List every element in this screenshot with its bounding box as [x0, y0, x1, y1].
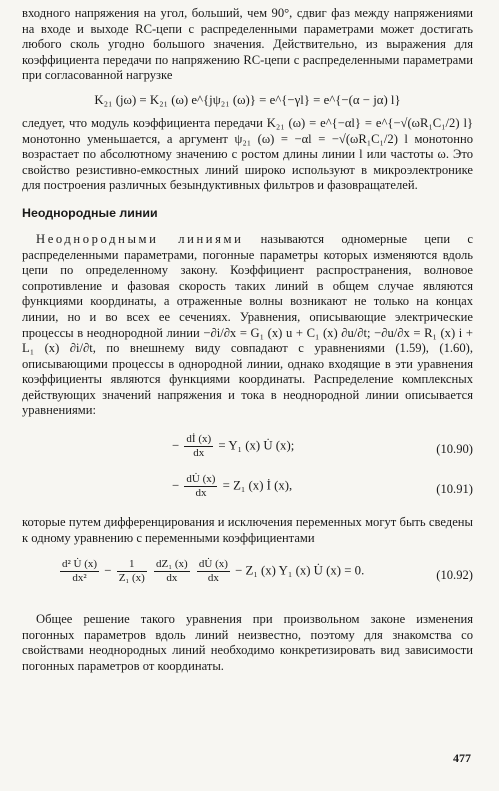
page-number: 477	[453, 751, 471, 765]
equation-10-90	[22, 431, 473, 465]
equation-number-10-90: (10.90)	[436, 442, 473, 457]
eq-10-90-lead: −	[172, 438, 180, 453]
eq-10-92-f2-den: Z₁ (x)	[118, 572, 145, 585]
defined-term: Неоднородными линиями	[36, 231, 244, 246]
equation-10-91	[22, 471, 473, 505]
eq-10-92-f1-den: dx²	[72, 572, 87, 585]
eq-10-90-num: dİ (x)	[186, 433, 212, 446]
equation-10-92	[22, 556, 473, 592]
eq-10-91-num: dU̇ (x)	[186, 473, 216, 486]
eq-10-92-f3-den: dx	[166, 572, 178, 585]
eq-10-92-f4-den: dx	[207, 572, 219, 585]
eq-10-92-minus: −	[104, 563, 112, 578]
eq-10-92-f4-num: dU̇ (x)	[198, 558, 228, 571]
eq-10-92-fraction-3	[154, 558, 190, 585]
eq-10-91-lead: −	[172, 478, 180, 493]
eq-10-90-rhs: = Y₁ (x) U̇ (x);	[218, 438, 295, 453]
eq-10-92-fraction-1	[60, 558, 99, 585]
equation-transfer-coefficient: K₂₁ (jω) = K₂₁ (ω) e^{jψ₂₁ (ω)} = e^{−γl} = e^{−(α − jα) l}	[94, 92, 401, 107]
eq-10-92-tail: − Z₁ (x) Y₁ (x) U̇ (x) = 0.	[235, 563, 365, 578]
paragraph-general-solution: Общее решение такого уравнения при произвольном законе изменения погонных параметров вдоль линий неизвестно, поэтому для знакомства со свойствами неоднородных линий необходимо конкретизировать вид зависимости погонных параметров от координаты.	[22, 612, 473, 674]
eq-10-91-den: dx	[195, 487, 207, 500]
eq-10-91-rhs: = Z₁ (x) İ (x),	[222, 478, 293, 493]
section-heading: Неоднородные линии	[22, 205, 158, 220]
equation-number-10-92: (10.92)	[436, 568, 473, 583]
eq-10-92-fraction-2	[117, 558, 147, 585]
eq-10-90-den: dx	[193, 447, 205, 460]
eq-10-91-fraction	[184, 473, 217, 500]
paragraph-intro: входного напряжения на угол, больший, чем 90°, сдвиг фаз между напряжениями на входе и выходе RC-цепи с распределенными параметрами может достигать любого сколь угодно большого значения. Действительно, из выражения для коэффициента передачи по напряжению RC-цепи с распределенными параметрами при согласованной нагрузке	[22, 6, 473, 83]
paragraph-reduction: которые путем дифференцирования и исключения переменных могут быть сведены к одному уравнению с переменными коэффициентами	[22, 515, 473, 545]
eq-10-92-fraction-4	[197, 558, 230, 585]
eq-10-92-f2-num: 1	[117, 558, 147, 572]
eq-10-92-f3-num: dZ₁ (x)	[156, 558, 188, 571]
equation-number-10-91: (10.91)	[436, 482, 473, 497]
eq-10-92-f1-num: d² U̇ (x)	[62, 558, 98, 571]
eq-10-90-fraction	[184, 433, 213, 460]
paragraph-nonuniform-lines	[22, 232, 473, 419]
paragraph-modulus: следует, что модуль коэффициента передачи K₂₁ (ω) = e^{−αl} = e^{−√(ωR₁C₁/2) l} монотонно уменьшается, а аргумент ψ₂₁ (ω) = −αl = −√(ωR₁C₁/2) l монотонно возрастает по абсолютному значению с ростом длины линии l или частоты ω. Это свойство резистивно-емкостных линий широко используют в микроэлектронике для построения различных безындуктивных фильтров и фазовращателей.	[22, 115, 473, 193]
paragraph-nonuniform-lines-text: называются одномерные цепи с распределенными параметрами, погонные параметры которых изменяются вдоль цепи по определенному закону. Коэффициент распространения, волновое сопротивление и фазовая скорость таких линий в общем случае являются функциями координаты, а отраженные волны возникают не только на концах линии, но и во всех ее сечениях. Уравнения, описывающие электрические процессы в неоднородной линии −∂i/∂x = G₁ (x) u + C₁ (x) ∂u/∂t; −∂u/∂x = R₁ (x) i + L₁ (x) ∂i/∂t, по внешнему виду совпадают с уравнениями (1.59), (1.60), описывающими процессы в однородной линии, однако входящие в эти уравнения коэффициенты являются функциями координаты. Распределение комплексных действующих значений напряжения и тока в неоднородной линии описывается уравнениями:	[22, 231, 473, 418]
